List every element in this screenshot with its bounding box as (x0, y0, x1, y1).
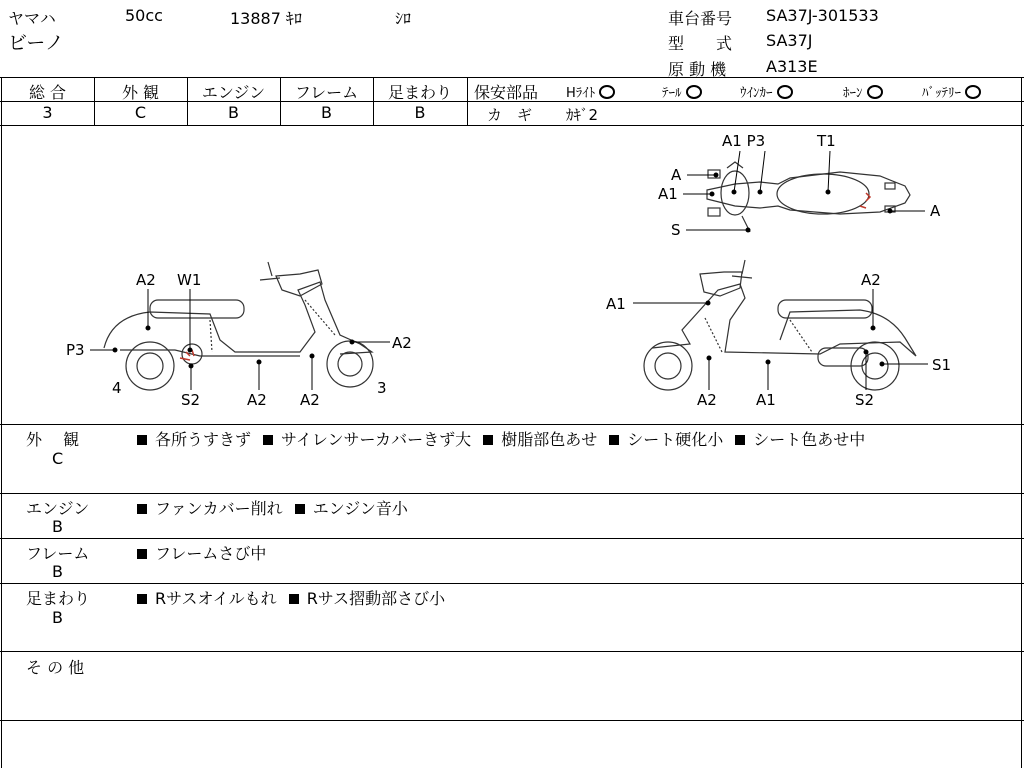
table-top-rule (0, 77, 1024, 78)
grade-label-engine: エンジン (201, 83, 266, 102)
mileage: 13887 ｷﾛ (230, 9, 302, 28)
safety-item-winker: ｳｲﾝｶｰ (740, 82, 793, 101)
top-view-scooter (707, 162, 910, 232)
chassis-label: 車台番号 (668, 9, 733, 28)
label-left-4: 4 (112, 379, 122, 397)
grade-label-exterior: 外 観 (121, 83, 160, 102)
remarks-category-exterior: 外 観 (26, 430, 80, 449)
damage-marks (180, 193, 870, 360)
ok-circle-icon (965, 85, 981, 99)
remarks-grade-exterior: C (52, 449, 64, 468)
remarks-items-engine: ファンカバー削れ エンジン音小 (137, 496, 420, 519)
safety-item-headlight: Hﾗｲﾄ (566, 82, 615, 101)
remarks-grade-suspension: B (52, 608, 63, 627)
remarks-items-frame: フレームさび中 (137, 541, 278, 564)
bullet-square-icon (137, 504, 147, 514)
grade-value-suspension: B (414, 103, 426, 122)
bullet-square-icon (295, 504, 305, 514)
remarks-rule-2 (0, 538, 1024, 539)
remarks-items-exterior: 各所うすきず サイレンサーカバーきず大 樹脂部色あせ シート硬化小 シート色あせ中 (137, 427, 877, 450)
grade-value-frame: B (321, 103, 332, 122)
type-value: SA37J (766, 31, 813, 50)
bullet-square-icon (735, 435, 745, 445)
bullet-square-icon (609, 435, 619, 445)
grade-label-overall: 総 合 (28, 83, 67, 102)
model-name: ビーノ (8, 32, 64, 54)
remarks-rule-1 (0, 493, 1024, 494)
remarks-grade-engine: B (52, 517, 63, 536)
label-top-t1: T1 (817, 132, 836, 150)
remarks-grade-frame: B (52, 562, 63, 581)
remarks-category-frame: フレーム (26, 544, 90, 563)
chassis-value: SA37J-301533 (766, 6, 879, 25)
safety-label: 保安部品 (474, 83, 539, 102)
label-right-s1: S1 (932, 356, 952, 374)
remarks-top-rule (0, 424, 1024, 425)
safety-item-battery: ﾊﾞｯﾃﾘｰ (922, 82, 981, 101)
remarks-category-other: そ の 他 (26, 658, 85, 677)
key-value: ｶｷﾞ2 (566, 106, 599, 124)
bullet-square-icon (137, 549, 147, 559)
label-right-a2-b: A2 (697, 391, 717, 409)
grade-value-exterior: C (134, 103, 147, 122)
ok-circle-icon (867, 85, 883, 99)
safety-item-tail: ﾃｰﾙ (662, 82, 702, 101)
label-left-a2-top: A2 (136, 271, 156, 289)
label-right-a2-top: A2 (861, 271, 881, 289)
label-top-s: S (671, 221, 681, 239)
label-right-a1-b: A1 (756, 391, 776, 409)
label-top-a: A (671, 166, 682, 184)
label-top-a1p3: A1 P3 (722, 132, 766, 150)
bullet-square-icon (289, 594, 299, 604)
label-top-a-right: A (930, 202, 941, 220)
bullet-square-icon (483, 435, 493, 445)
key-label: カ ギ (487, 106, 533, 124)
ok-circle-icon (599, 85, 615, 99)
grade-value-engine: B (228, 103, 239, 122)
safety-mid-rule (468, 101, 1024, 102)
label-left-a2-b2: A2 (300, 391, 320, 409)
grade-value-overall: 3 (42, 103, 53, 122)
ok-circle-icon (686, 85, 702, 99)
label-left-3: 3 (377, 379, 387, 397)
label-left-p3: P3 (66, 341, 85, 359)
grade-label-frame: フレーム (294, 83, 359, 102)
label-top-a1: A1 (658, 185, 678, 203)
bullet-square-icon (137, 435, 147, 445)
grade-label-suspension: 足まわり (387, 83, 452, 102)
type-label: 型 式 (668, 34, 733, 53)
safety-item-horn: ﾎｰﾝ (843, 82, 883, 101)
remarks-rule-4 (0, 651, 1024, 652)
remarks-category-engine: エンジン (26, 499, 90, 518)
label-left-a2-right: A2 (392, 334, 412, 352)
engine-label: 原 動 機 (668, 60, 727, 79)
maker: ヤマハ (8, 9, 56, 28)
bullet-square-icon (137, 594, 147, 604)
bullet-square-icon (263, 435, 273, 445)
label-left-w1: W1 (177, 271, 202, 289)
label-left-s2: S2 (181, 391, 201, 409)
ok-circle-icon (777, 85, 793, 99)
engine-value: A313E (766, 57, 818, 76)
label-left-a2-b1: A2 (247, 391, 267, 409)
grade-divider-5 (467, 77, 468, 125)
label-right-a1: A1 (606, 295, 626, 313)
remarks-items-suspension: Rサスオイルもれ Rサス摺動部さび小 (137, 586, 457, 609)
label-right-s2-b: S2 (855, 391, 875, 409)
damage-diagram (0, 126, 1024, 424)
displacement: 50cc (125, 6, 163, 25)
remarks-rule-3 (0, 583, 1024, 584)
remarks-category-suspension: 足まわり (26, 589, 91, 608)
body-color: ｼﾛ (395, 9, 412, 28)
remarks-rule-5 (0, 720, 1024, 721)
